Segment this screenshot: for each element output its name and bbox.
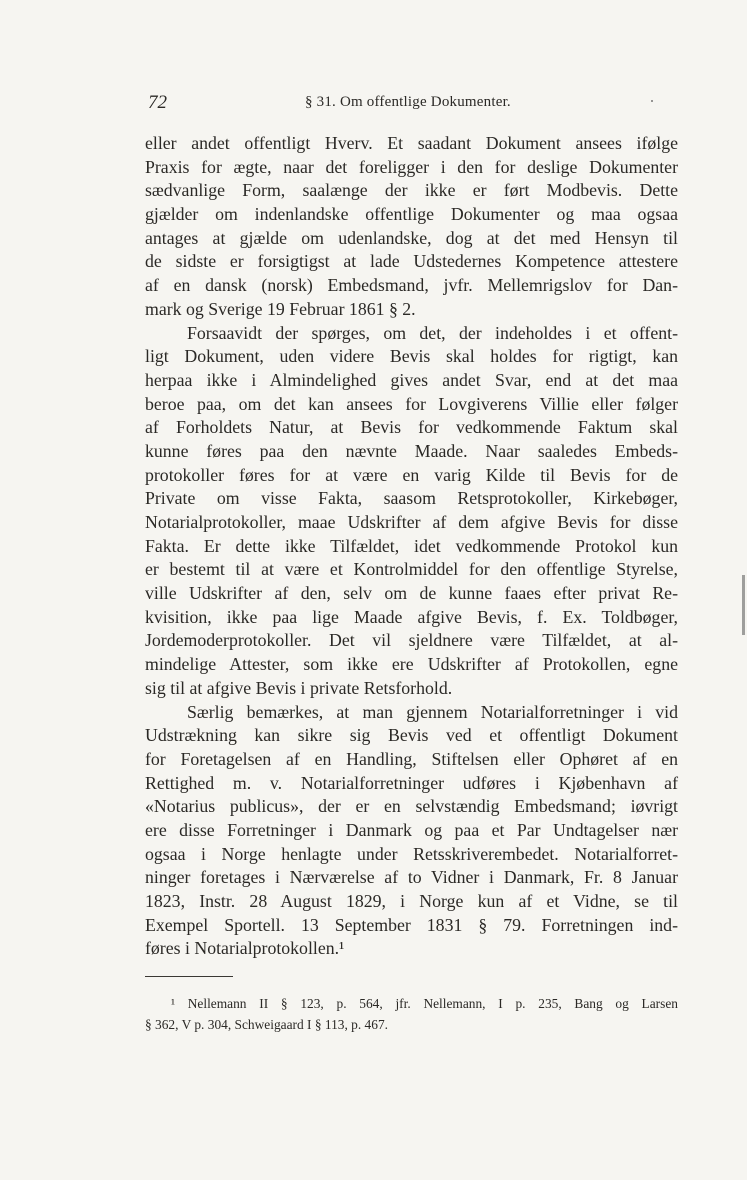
text-line: Fakta. Er dette ikke Tilfældet, idet vedkommende Protokol kun — [145, 535, 678, 556]
text-line: ere disse Forretninger i Danmark og paa et Par Undtagelser nær — [145, 819, 678, 840]
text-line: «Notarius publicus», der er en selvstændig Embedsmand; iøvrigt — [145, 796, 678, 817]
footnote-line: ¹ Nellemann II § 123, p. 564, jfr. Nellemann, I p. 235, Bang og Larsen — [171, 996, 678, 1011]
text-line: Praxis for ægte, naar det foreligger i den for deslige Dokumenter — [145, 156, 678, 177]
text-line: Udstrækning kan sikre sig Bevis ved et offentligt Dokument — [145, 725, 678, 746]
text-line: eller andet offentligt Hverv. Et saadant Dokument ansees ifølge — [145, 133, 678, 153]
footnote-separator — [145, 976, 233, 977]
text-line: Notarialprotokoller, maae Udskrifter af dem afgive Bevis for disse — [145, 512, 678, 532]
running-title: § 31. Om offentlige Dokumenter. — [305, 94, 511, 110]
text-line: sig til at afgive Bevis i private Retsforhold. — [145, 677, 453, 698]
text-line: er bestemt til at være et Kontrolmiddel for den offentlige Styrelse, — [145, 559, 678, 580]
text-line: af en dansk (norsk) Embedsmand, jvfr. Mellemrigslov for Dan- — [145, 275, 678, 296]
body-text — [145, 132, 678, 961]
text-line: for Foretagelsen af en Handling, Stiftelsen eller Ophøret af en — [145, 748, 678, 769]
text-line: Jordemoderprotokoller. Det vil sjeldnere være Tilfældet, at al- — [145, 630, 678, 651]
text-line: af Forholdets Natur, at Bevis for vedkommende Faktum skal — [145, 417, 678, 438]
text-line: kunne føres paa den nævnte Maade. Naar saaledes Embeds- — [145, 440, 678, 461]
text-line: kvisition, ikke paa lige Maade afgive Bevis, f. Ex. Toldbøger, — [145, 606, 678, 627]
scan-edge-mark — [742, 575, 745, 635]
text-line: Private om visse Fakta, saasom Retsprotokoller, Kirkebøger, — [145, 488, 678, 509]
text-line: føres i Notarialprotokollen.¹ — [145, 938, 345, 959]
text-line: herpaa ikke i Almindelighed gives andet Svar, end at det maa — [145, 369, 678, 390]
text-line: antages at gjælde om udenlandske, dog at det med Hensyn til — [145, 227, 678, 248]
text-line: beroe paa, om det kan ansees for Lovgiverens Villie eller følger — [145, 393, 678, 414]
text-line: ogsaa i Norge henlagte under Retsskriverembedet. Notarialforret- — [145, 843, 678, 864]
text-line: Exempel Sportell. 13 September 1831 § 79. Forretningen ind- — [145, 914, 678, 935]
page-number: 72 — [148, 92, 167, 113]
text-line: sædvanlige Form, saalænge der ikke er ført Modbevis. Dette — [145, 180, 678, 201]
text-line: 1823, Instr. 28 August 1829, i Norge kun af et Vidne, se til — [145, 891, 678, 911]
text-line: de sidste er forsigtigst at lade Udstedernes Kompetence attestere — [145, 251, 678, 272]
text-line: mindelige Attester, som ikke ere Udskrifter af Protokollen, egne — [145, 654, 678, 675]
text-line: Særlig bemærkes, at man gjennem Notarialforretninger i vid — [187, 701, 678, 722]
text-line: ninger foretages i Nærværelse af to Vidner i Danmark, Fr. 8 Januar — [145, 867, 678, 888]
text-line: ligt Dokument, uden videre Bevis skal holdes for rigtigt, kan — [145, 346, 678, 367]
margin-speck — [651, 100, 653, 102]
text-line: Rettighed m. v. Notarialforretninger udføres i Kjøbenhavn af — [145, 772, 678, 793]
text-line: mark og Sverige 19 Februar 1861 § 2. — [145, 298, 416, 319]
text-line: protokoller føres for at være en varig Kilde til Bevis for de — [145, 464, 678, 485]
text-line: Forsaavidt der spørges, om det, der indeholdes i et offent- — [187, 322, 678, 343]
footnotes — [145, 993, 678, 1035]
footnote-line: § 362, V p. 304, Schweigaard I § 113, p. 467. — [145, 1017, 388, 1032]
text-line: gjælder om indenlandske offentlige Dokumenter og maa ogsaa — [145, 204, 678, 225]
page-header — [148, 92, 678, 118]
text-line: ville Udskrifter af den, selv om de kunne faaes efter privat Re- — [145, 583, 678, 604]
